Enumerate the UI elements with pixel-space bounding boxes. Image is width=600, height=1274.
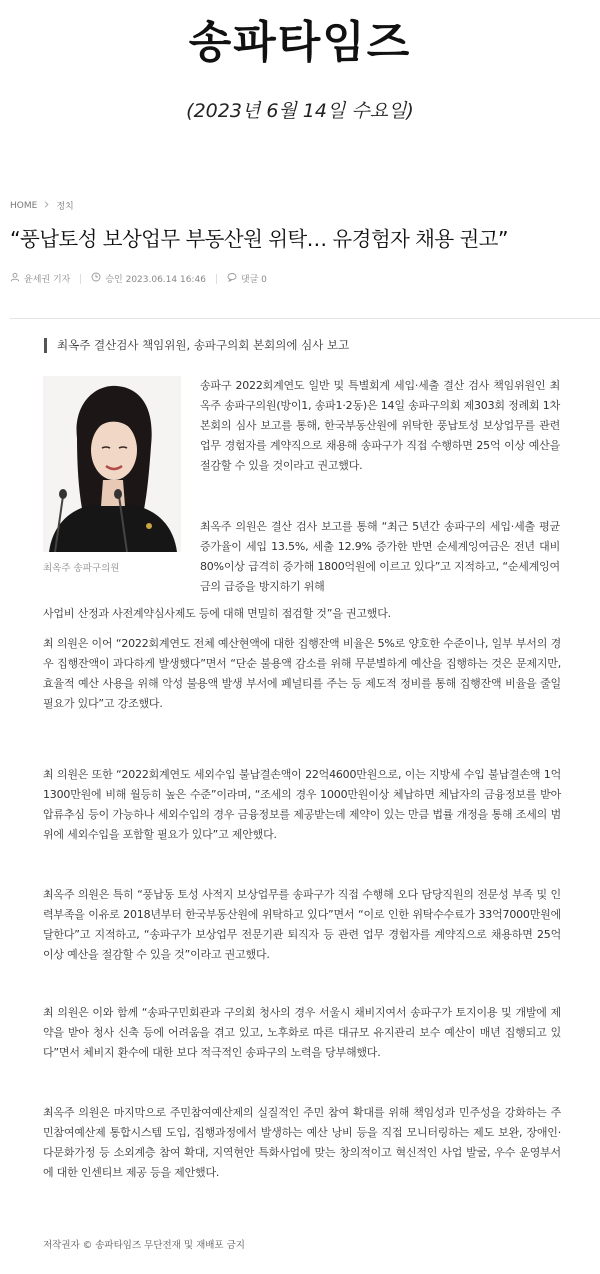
breadcrumb-section[interactable]: 정치 bbox=[56, 202, 74, 212]
article-headline: “풍납토성 보상업무 부동산원 위탁… 유경험자 채용 권고” bbox=[10, 227, 508, 251]
meta-divider bbox=[216, 274, 217, 284]
comment-icon bbox=[227, 272, 237, 285]
photo-caption: 최옥주 송파구의원 bbox=[43, 563, 120, 574]
masthead-logo[interactable]: 송파타임즈 bbox=[188, 17, 412, 68]
approval-time bbox=[91, 272, 206, 285]
approval-time-text: 승인 2023.06.14 16:46 bbox=[105, 275, 206, 285]
article-paragraph: 최 의원은 또한 “2022회계연도 세외수입 불납결손액이 22억4600만원으로, 이는 지방세 수입 불납결손액 1억1300만원에 비해 월등히 높은 수준”이라며, “조세의 경우 1000만원이상 체납하면 체납자의 금융정보를 받아 압류추심 등이 가능하나 세외수입의 경우 금융정보를 제공받는데 제약이 있는 만큼 법률 개정을 통해 조세의 범위에 세외수입을 포함할 필요가 있다”고 제안했다. bbox=[43, 768, 561, 841]
chevron-right-icon bbox=[43, 201, 50, 211]
article-paragraph: 최옥주 의원은 마지막으로 주민참여예산제의 실질적인 주민 참여 확대를 위해 책임성과 민주성을 강화하는 주민참여예산제 통합시스템 도입, 집행과정에서 발생하는 예산 낭비 등을 직접 모니터링하는 제도 보완, 장애인·다문화가정 등 소외계층 참여 확대, 지역현안 특화사업에 맞는 창의적이고 혁신적인 사업 발굴, 우수 운영부서에 대한 인센티브 제공 등을 제안했다. bbox=[43, 1106, 561, 1179]
copyright-notice: 저작권자 © 송파타임즈 무단전재 및 재배포 금지 bbox=[43, 1240, 245, 1251]
user-icon bbox=[10, 272, 20, 285]
article-paragraph: 최옥주 의원은 특히 “풍납동 토성 사적지 보상업무를 송파구가 직접 수행해 오다 담당직원의 전문성 부족 및 인력부족을 이유로 2018년부터 한국부동산원에 위탁하고 있다”면서 “이로 인한 위탁수수료가 33억7000만원에 달한다”고 지적하고, “송파구가 보상업무 전문기관 퇴직자 등 관련 업무 경험자를 계약직으로 채용하면 25억 이상 예산을 절감할 수 있을 것”이라고 권고했다. bbox=[43, 888, 561, 961]
author-name[interactable]: 윤세권 기자 bbox=[24, 275, 71, 285]
article-paragraph: 송파구 2022회계연도 일반 및 특별회계 세입·세출 결산 검사 책임위원인 최옥주 송파구의원(방이1, 송파1·2동)은 14일 송파구의회 제303회 정례회 1차 본회의 심사 보고를 통해, 한국부동산원에 위탁한 풍납토성 보상업무를 관련업무 경험자를 계약직으로 채용해 송파구가 직접 수행하면 25억 이상 예산을 절감할 수 있을 것이라고 권고했다. bbox=[200, 379, 560, 472]
comment-count-text[interactable]: 댓글 0 bbox=[240, 275, 267, 285]
breadcrumb-home[interactable]: HOME bbox=[10, 200, 38, 211]
article-paragraph: 최옥주 의원은 결산 검사 보고를 통해 “최근 5년간 송파구의 세입·세출 평균 증가율이 세입 13.5%, 세출 12.9% 증가한 반면 순세계잉여금은 전년 대비 80%이상 급격히 증가해 1800억원에 이르고 있다”고 지적하고, “순세계잉여금의 급증을 방지하기 위해 bbox=[200, 520, 560, 593]
article-meta bbox=[10, 272, 267, 285]
author-info bbox=[10, 272, 70, 285]
breadcrumb bbox=[10, 199, 74, 212]
header-divider bbox=[10, 318, 600, 319]
meta-divider bbox=[80, 274, 81, 284]
dateline: (2023년 6월 14일 수요일) bbox=[186, 100, 414, 122]
article-photo bbox=[43, 376, 181, 552]
clock-icon bbox=[91, 272, 101, 285]
article-subheading: 최옥주 결산검사 책임위원, 송파구의회 본회의에 심사 보고 bbox=[44, 338, 349, 353]
comment-count[interactable] bbox=[227, 272, 267, 285]
article-paragraph: 사업비 산정과 사전계약심사제도 등에 대해 면밀히 점검할 것”을 권고했다. bbox=[43, 607, 391, 620]
article-paragraph: 최 의원은 이와 함께 “송파구민회관과 구의회 청사의 경우 서울시 채비지여서 송파구가 토지이용 및 개발에 제약을 받아 청사 신축 등에 어려움을 겪고 있고, 노후화로 따른 대규모 유지관리 보수 예산이 매년 집행되고 있다”면서 체비지 환수에 대한 보다 적극적인 송파구의 노력을 당부해했다. bbox=[43, 1006, 561, 1059]
article-paragraph: 최 의원은 이어 “2022회계연도 전체 예산현액에 대한 집행잔액 비율은 5%로 양호한 수준이나, 일부 부서의 경우 집행잔액이 과다하게 발생했다”면서 “단순 불용액 감소를 위해 무분별하게 예산을 집행하는 것은 문제지만, 효율적 예산 사용을 위해 악성 불용액 발생 부서에 페널티를 주는 등 제도적 정비를 통해 집행잔액 비율을 줄일 필요가 있다”고 강조했다. bbox=[43, 637, 561, 710]
